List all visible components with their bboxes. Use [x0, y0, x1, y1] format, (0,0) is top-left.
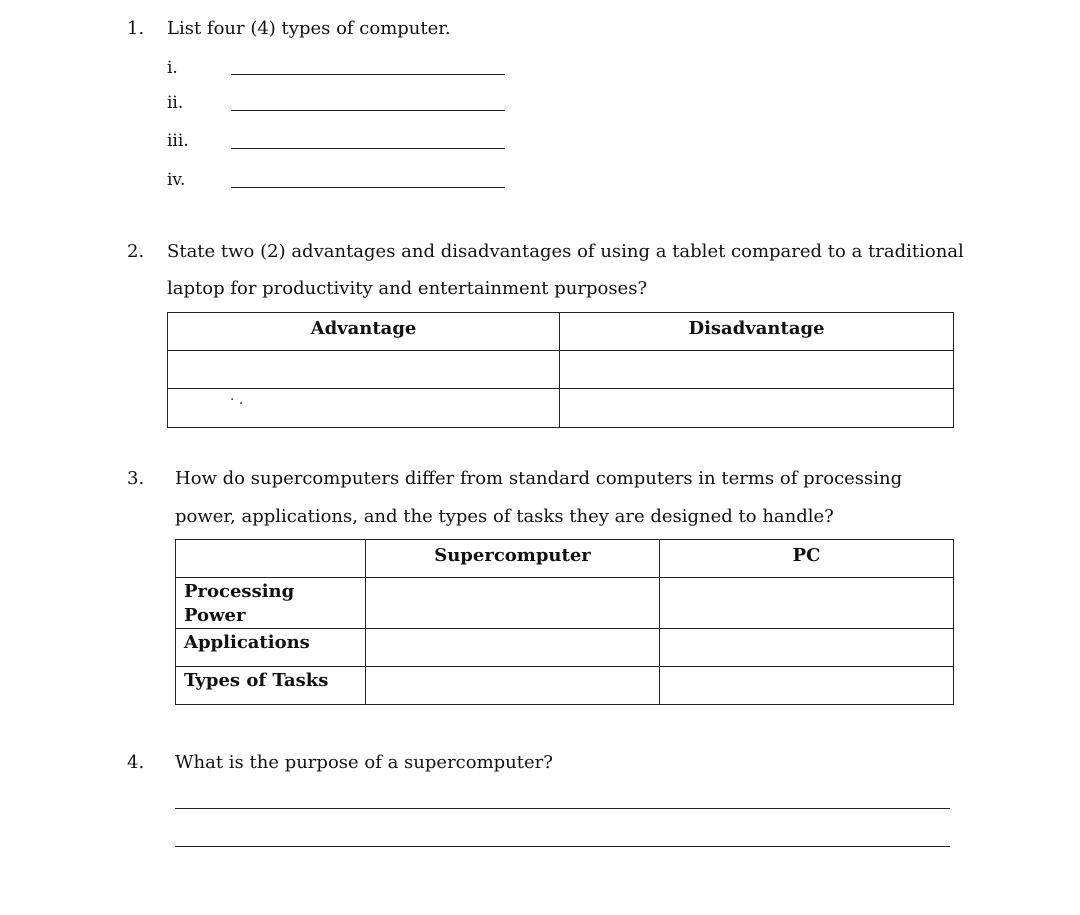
pc-applications-cell[interactable]: [660, 629, 954, 667]
answer-label-iii: iii.: [167, 131, 189, 151]
question-4-text: What is the purpose of a supercomputer?: [175, 752, 553, 773]
question-3-text-line-1: How do supercomputers differ from standard computers in terms of processing: [175, 468, 903, 489]
question-2-text-line-1: State two (2) advantages and disadvantages of using a tablet compared to a traditional: [167, 241, 964, 262]
answer-line-iv[interactable]: [231, 187, 505, 188]
question-1-text: List four (4) types of computer.: [167, 18, 451, 39]
answer-line-q4-1[interactable]: [175, 808, 950, 809]
row-label-processing-power: Processing Power: [176, 578, 366, 629]
answer-label-i: i.: [167, 58, 178, 78]
question-2-number: 2.: [127, 241, 145, 262]
header-supercomputer: Supercomputer: [366, 540, 660, 578]
pc-tasks-cell[interactable]: [660, 667, 954, 705]
supercomputer-processing-cell[interactable]: [366, 578, 660, 629]
stray-mark: · .: [230, 392, 244, 408]
disadvantage-cell-2[interactable]: [560, 389, 954, 428]
answer-line-i[interactable]: [231, 74, 505, 75]
answer-line-q4-2[interactable]: [175, 846, 950, 847]
header-empty: [176, 540, 366, 578]
question-3-text-line-2: power, applications, and the types of tasks they are designed to handle?: [175, 506, 834, 527]
header-disadvantage: Disadvantage: [560, 313, 954, 351]
advantages-table: [167, 312, 954, 428]
comparison-table: [175, 539, 954, 705]
question-3-number: 3.: [127, 468, 145, 489]
row-label-types-of-tasks: Types of Tasks: [176, 667, 366, 705]
question-2-text-line-2: laptop for productivity and entertainment purposes?: [167, 278, 648, 299]
header-advantage: Advantage: [168, 313, 560, 351]
answer-label-iv: iv.: [167, 170, 186, 190]
pc-processing-cell[interactable]: [660, 578, 954, 629]
question-4-number: 4.: [127, 752, 145, 773]
answer-label-ii: ii.: [167, 93, 184, 113]
answer-line-ii[interactable]: [231, 110, 505, 111]
answer-line-iii[interactable]: [231, 148, 505, 149]
question-1-number: 1.: [127, 18, 145, 39]
row-label-applications: Applications: [176, 629, 366, 667]
header-pc: PC: [660, 540, 954, 578]
advantage-cell-2[interactable]: [168, 389, 560, 428]
supercomputer-tasks-cell[interactable]: [366, 667, 660, 705]
advantage-cell-1[interactable]: [168, 351, 560, 389]
disadvantage-cell-1[interactable]: [560, 351, 954, 389]
supercomputer-applications-cell[interactable]: [366, 629, 660, 667]
